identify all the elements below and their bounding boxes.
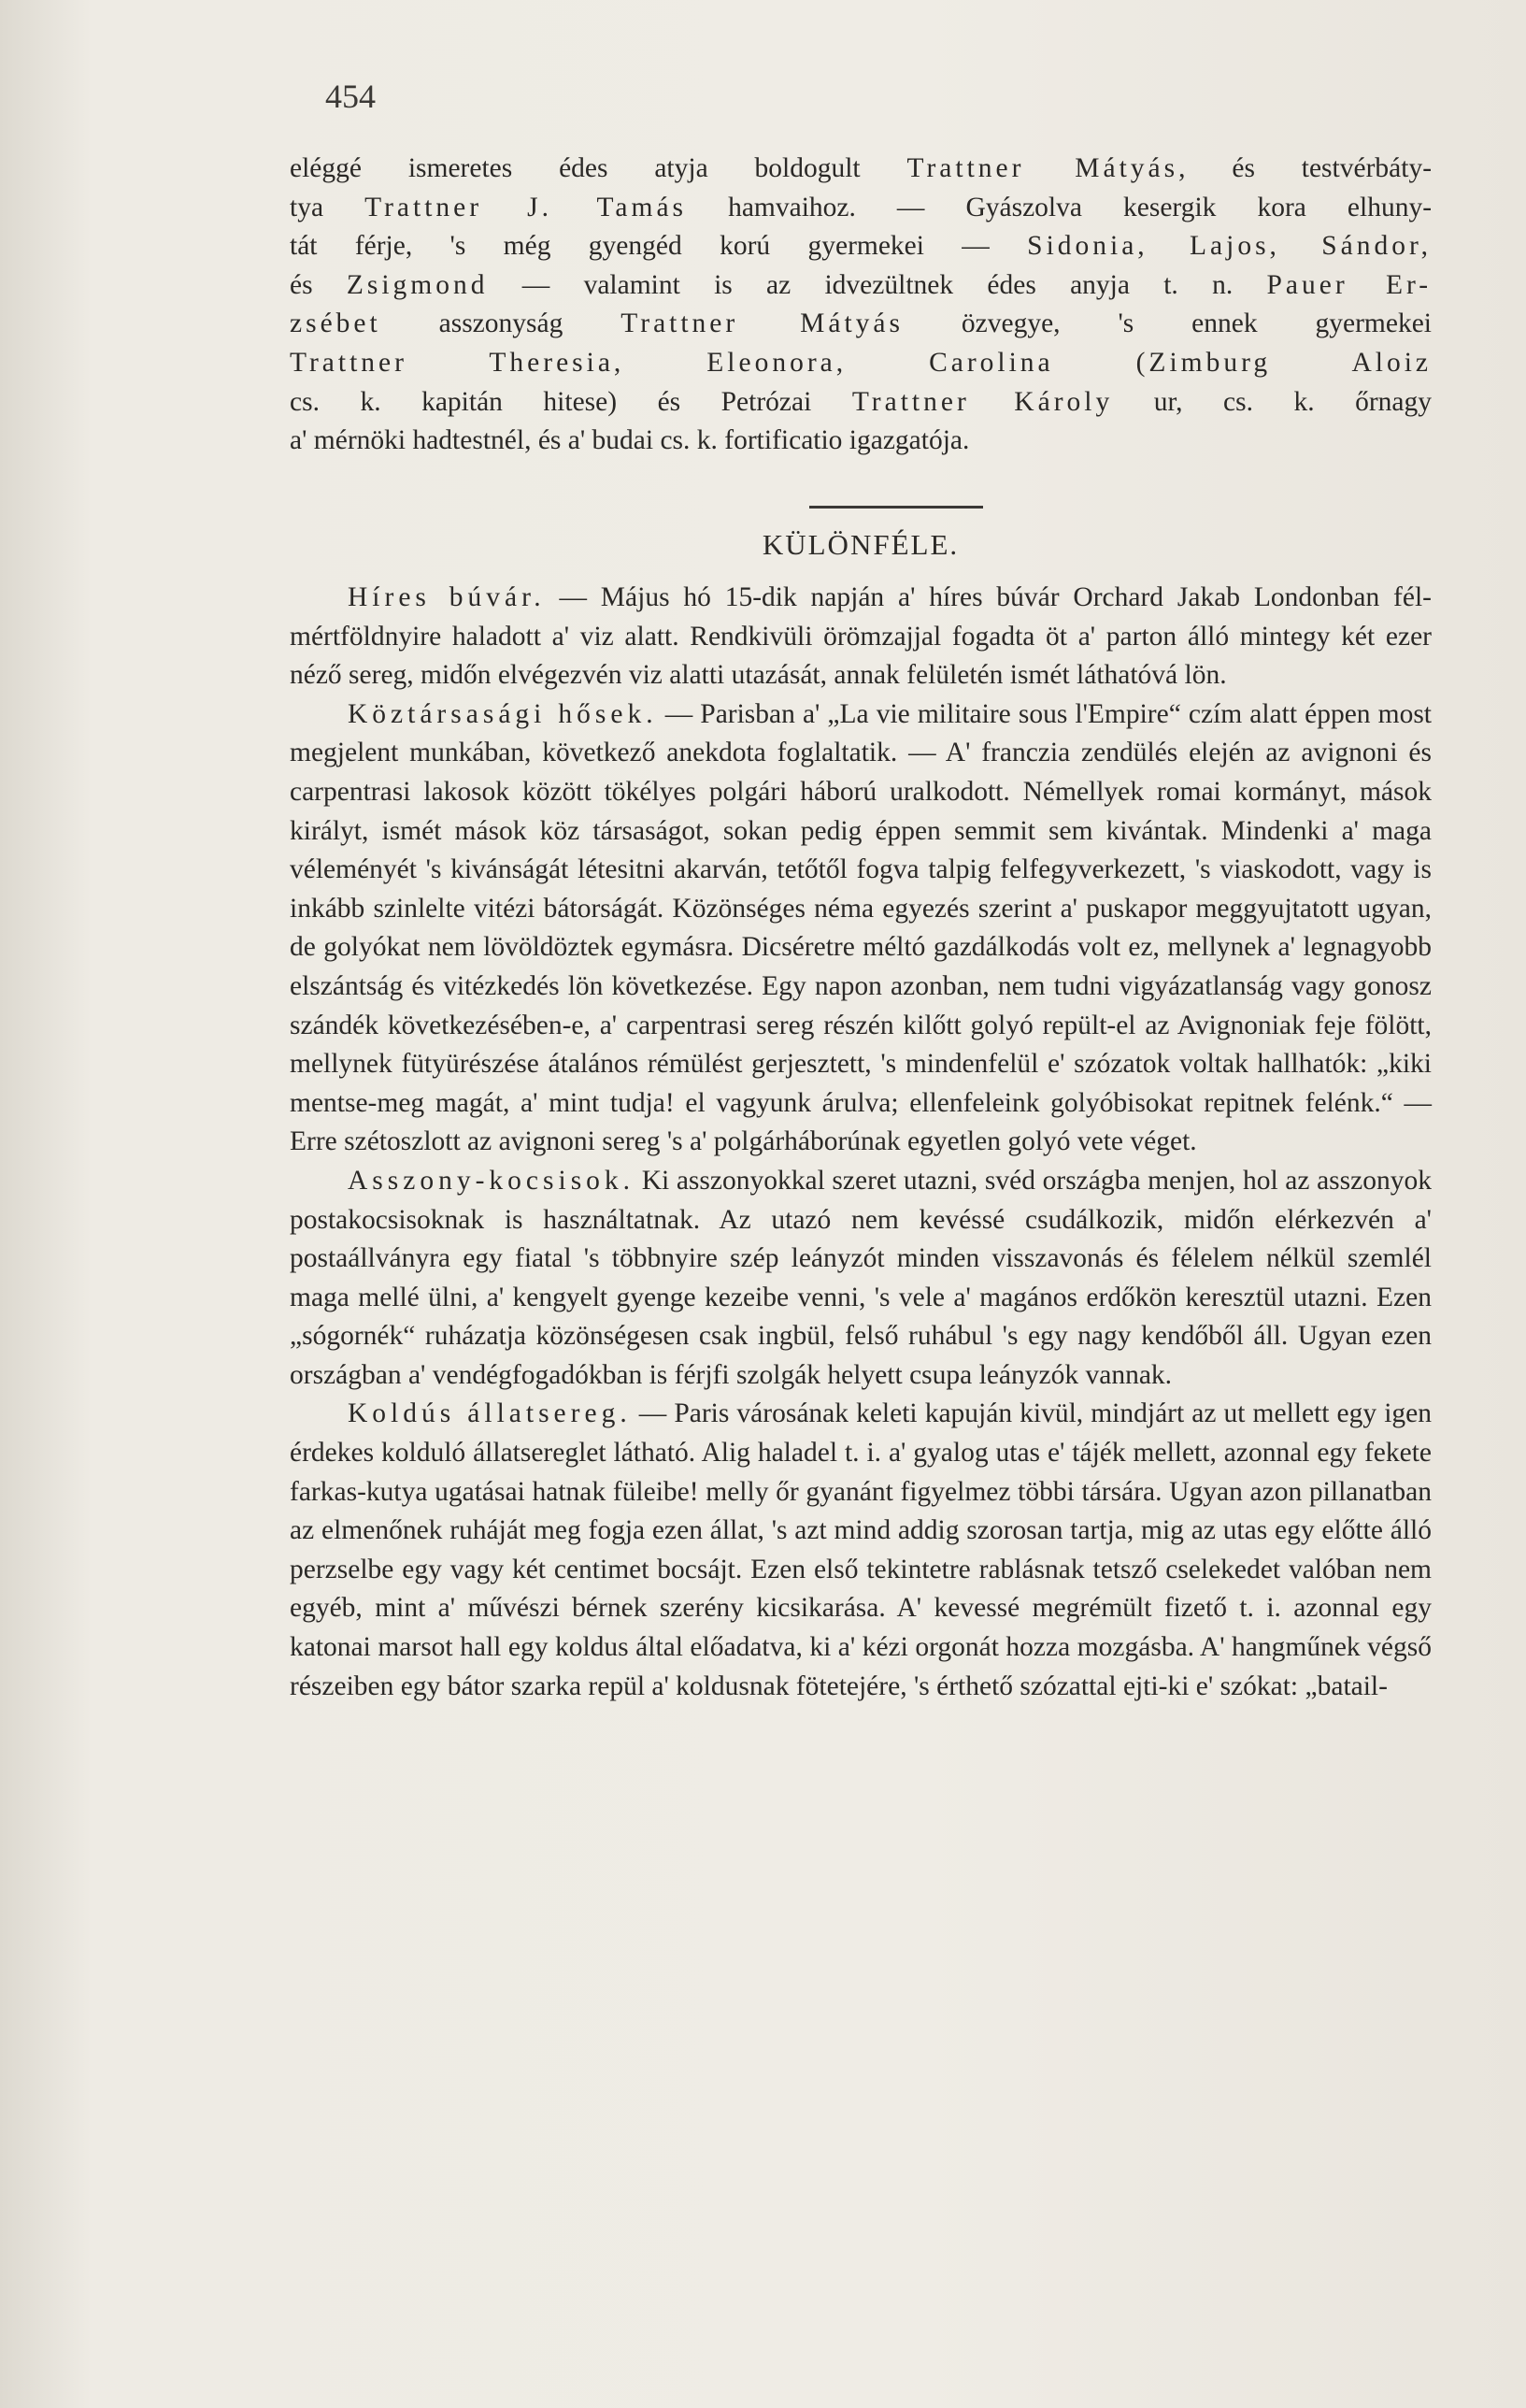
text-line: zsébet asszonyság Trattner Mátyás özvegye, 's ennek gyermekei [290, 308, 1432, 339]
text-line: cs. k. kapitán hitese) és Petrózai Trattner Károly ur, cs. k. őrnagy [290, 386, 1433, 417]
section-heading: KÜLÖNFÉLE. [762, 528, 960, 561]
spaced-name: Pauer Er- [1266, 269, 1433, 300]
article-title: Köztársasági hősek. [348, 698, 658, 729]
article-begging-animals [290, 1395, 1432, 1706]
text-line [290, 344, 1432, 383]
article-title: Koldús állatsereg. [348, 1398, 632, 1429]
spaced-name: Trattner Mátyás [906, 153, 1179, 183]
text-line: a' mérnöki hadtestnél, és a' budai cs. k. fortificatio igazgatója. [290, 425, 970, 456]
spaced-name: Trattner Theresia, Eleonora, Carolina (Zimburg Aloiz [290, 347, 1432, 378]
article-famous-diver [290, 579, 1432, 695]
article-title: Asszony-kocsisok. [348, 1165, 635, 1196]
article-women-coachmen [290, 1162, 1432, 1396]
spaced-name: Sidonia, Lajos, Sándor, [1027, 231, 1433, 262]
text-line: tát férje, 's még gyengéd korú gyermekei — Sidonia, Lajos, Sándor, [290, 231, 1433, 262]
article-republican-heroes [290, 695, 1432, 1162]
section-divider [809, 506, 983, 509]
text-line: tya Trattner J. Tamás hamvaihoz. — Gyászolva kesergik kora elhuny- [290, 192, 1433, 222]
spaced-name: Zsigmond [346, 269, 489, 300]
text-line: eléggé ismeretes édes atyja boldogult Trattner Mátyás, és testvérbáty- [290, 153, 1433, 183]
spaced-name: Trattner Károly [851, 386, 1114, 417]
miscellany-articles [290, 579, 1432, 1706]
spaced-name: zsébet [290, 308, 381, 339]
spaced-name: Trattner J. Tamás [364, 192, 688, 222]
article-title: Híres búvár. [348, 582, 546, 612]
page-number: 454 [325, 78, 376, 115]
text-line: és Zsigmond — valamint is az idvezültnek édes anyja t. n. Pauer Er- [290, 269, 1433, 300]
obituary-continuation [290, 150, 1432, 461]
spaced-name: Trattner Mátyás [620, 308, 904, 339]
article-body: — Paris városának keleti kapuján kivül, mindjárt az ut mellett egy igen érdekes kolduló állatsereglet látható. Alig haladel t. i. a' gyalog utas e' tájék mellett, azonnal egy fekete farkas-kutya ugatásai hatnak füleibe! melly őr gyanánt figyelmez többi társára. Ugyan azon pillanatban az elmenőnek ruháját meg fogja ezen állat, 's azt mind addig szorosan tartja, mig az utas egy előtte álló perzselbe egy vagy két centimet bocsájt. Ezen első tekintetre rablásnak tetsző cselekedet valóban nem egyéb, mint a' művészi bérnek szerény kicsikarása. A' kevessé megrémült fizető t. i. azonnal egy katonai marsot hall egy koldus által előadatva, ki a' kézi orgonát hozza mozgásba. A' hangműnek végső részeiben egy bátor szarka repül a' koldusnak fötetejére, 's érthető szózattal ejti-ki e' szókat: „batail- [290, 1398, 1432, 1701]
article-body: — Május hó 15-dik napján a' híres búvár Orchard Jakab Londonban fél-mértföldnyire haladott a' viz alatt. Rendkivüli örömzajjal fogadta öt a' parton álló mintegy két ezer néző sereg, midőn elvégezvén viz alatti utazását, annak felületén ismét láthatóvá lön. [290, 582, 1432, 691]
article-body: — Parisban a' „La vie militaire sous l'Empire“ czím alatt éppen most megjelent munkában, következő anekdota foglaltatik. — A' franczia zendülés elején az avignoni és carpentrasi lakosok között tökélyes polgári háború uralkodott. Némellyek romai kormányt, mások királyt, ismét mások köz társaságot, sokan pedig éppen semmit sem kivántak. Mindenki a' maga véleményét 's kivánságát létesitni akarván, tetőtől fogva talpig felfegyverkezett, 's viaskodott, vagy is inkább szinlelte vitézi bátorságát. Közönséges néma egyezés szerint a' puskapor meggyujtatott ugyan, de golyókat nem lövöldöztek egymásra. Dicséretre méltó gazdálkodás volt ez, mellynek a' legnagyobb elszántság és vitézkedés lön következése. Egy napon azonban, nem tudni vigyázatlanság vagy gonosz szándék következésében-e, a' carpentrasi sereg részén kilőtt golyó repült-el az Avignoniak feje fölött, mellynek fütyürészése átalános rémülést gerjesztett, 's mindenfelül e' szózatok voltak hallhatók: „kiki mentse-meg magát, a' mint tudja! el vagyunk árulva; ellenfeleink golyóbisokat repitnek felénk.“ — Erre szétoszlott az avignoni sereg 's a' polgárháborúnak egyetlen golyó vete véget. [290, 698, 1433, 1157]
article-body: Ki asszonyokkal szeret utazni, svéd országba menjen, hol az asszonyok postakocsisoknak is használtatnak. Az utazó nem kevéssé csudálkozik, midőn elérkezvén a' postaállványra egy fiatal 's többnyire szép leányzót minden visszavonás és félelem nélkül szemlél maga mellé ülni, a' kengyelt gyenge kezeibe venni, 's vele a' magános erdőkön keresztül utazni. Ezen „sógornék“ ruházatja közönségesen csak ingbül, felső ruhábul 's egy nagy kendőből áll. Ugyan ezen országban a' vendégfogadókban is férjfi szolgák helyett csupa leányzók vannak. [290, 1165, 1432, 1390]
